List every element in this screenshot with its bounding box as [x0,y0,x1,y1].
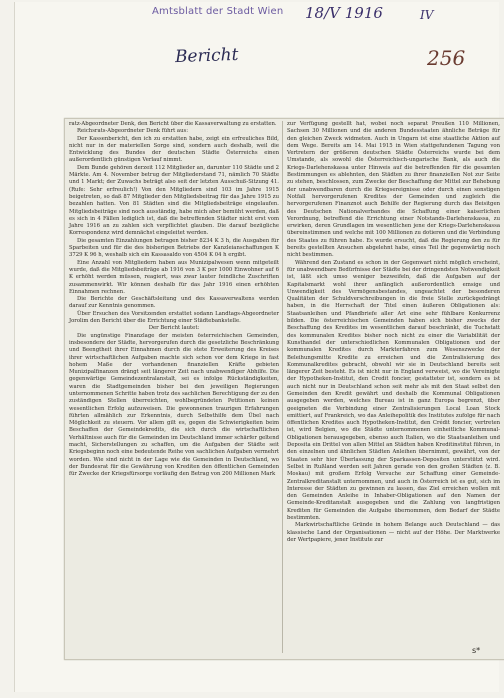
paragraph: Die Berichte der Geschäftsleitung und des Kassaverwaltens werden darauf zur Kenntnis genommen. [69,296,279,310]
paragraph: Reichsrats-Abgeordneter Denk führt aus: [77,128,189,135]
paragraph: Eine Anzahl von Mitgliedern haben aus Munizipalwesen wenn mitgeteilt wurde, daß die Mitgliedsbeiträge ab 1916 von 3 K per 1000 Einwohner auf 6 K erhöht werden müssen, reagiert, was zwar lauter feindliche Zuschriften zusammenwirkt. Wir können deshalb für das Jahr 1916 einen erhöhten Einnahmen rechnen. [69,259,279,295]
paragraph: Dem Bunde gehören derzeit 112 Mitglieder an, darunter 110 Städte und 2 Märkte. Am 4. November betrug der Mitgliederstand 71, nämlich 70 Städte und 1 Markt; der Zuwachs beträgt also seit der letzten Ausschuß-Sitzung 41. (Rufe: Sehr erfreulich!) Von den Mitgliedern sind 103 im Jahre 1915 beigetreten, so daß 87 Mitglieder den Mitgliedsbeitrag für das Jahre 1915 zu bezahlen hatten. Von 81 Städten sind die Mitgliedsbeiträge eingelaufen. Mitgliedsbeiträge sind noch ausständig, habe mich aber bemüht werden, daß es sich in 4 Fällen lediglich ist, daß die betreffenden Städter nicht erst vom Jahre 1916 an zu zahlen sich verpflichtet glauben. Die darauf bezügliche Korrespondenz wird demnächst eingeleitet werden. [69,164,279,237]
column-divider [282,121,283,653]
newspaper-clipping [64,118,504,660]
column-right [287,121,500,544]
paragraph: Die gesamten Einzahlungen betragen bisher 8234 K 3 h, die Ausgaben für Sparbeiten und für die des bisherigen Betriebs der Kanzleianschaffungen K 3729 K 96 h, weshalb sich ein Kassasaldo von 4504 K 04 h ergibt. [69,237,279,259]
folio-number: 256 [427,46,466,70]
handwritten-note: Bericht [174,44,239,68]
column-left [69,121,279,479]
handwritten-numeral: IV [420,8,434,22]
handwritten-date: 18/V 1916 [305,4,383,22]
section-heading: Der Bericht lautet: [148,325,200,332]
newspaper-stamp: Amtsblatt der Stadt Wien [152,6,284,17]
paragraph: Während den Zustand es schon in der Gegenwart nicht möglich erscheint, für unabwendbare Bedürfnisse der Städte bei der dringendsten Notwendigkeit ist, läßt sich umso weniger bezweifeln, daß die Aufgaben auf der Kapitalsmarkt wohl ihrer anfänglich außerordentlich emsige und Unwendigkeit des Vermögensbestandes, ungeachtet der besonderen Qualitäten der Schuldverschreibungen in die freie Stelle zurückgedrängt haben, in die Herrschaft der Titel einen äußeren Obligationen als: Staatsanleihen und Pfandbriefe aller Art eine sehr fühlbare Konkurrenz bilden. Die österreichischen Gemeinden haben sich bisher zwecks der Beschaffung des Kredites im wesentlichen darauf beschränkt, die Tuchstatt des kommunalen Kredites bisher noch nicht zu einer die Variabilität der Kunsthandel der unterschiedlichen Kommunalen Obligationen und der kommunalen Kredites durch Markterfahren zum Wesenszwecke der Beleihungsmitte Kredite zu erreichen und die Zentralisierung des Kommunalkredites gebracht, obwohl wir sie in Deutschland bereits seit längerer Zeit besteht. Es ist nicht nur in England verweist, wo die Vereinigte der Hypotheken-Institut, den Credit foncier, gestatteter ist, sondern es ist auch nicht nur in Deutschland schon seit mehr als mit den Staat selbst den Gemeinden den Kredit gewährt und deshalb die Kommunal Obligationen ausgegeben werden, welches Bureau ist in ganz Europa begrenzt, über geeigneten die Verbindung einer Zentralisierungen Local Loan Stock emittiert, auf Frankreich, wo das Anleihepolitik des Institutes zufolge für nach öffentlichen Kredites auch Hypotheken-Institut, den Crédit foncier, vertreten ist, wird Belgien, wo die Städte unternommenen einheitliche Kommunal-Obligationen herausgegeben, ebenso auch Italien, wo die Staatsanleihen und Deposita ein Drittel von allen Mittel an Städten haben Kreditinstitut führen, in den einzelnen und ähnlichen Städten Anleihen übernimmt, gewährt, von der Staaten sehr hier Überlassung der Sparkassen-Depositen unterstützt wird. Selbst in Rußland werden seit Jahren gerade von den großen Städten (z. B. Moskau) mit großem Erfolg Versuche zur Schaffung einer Gemeinde-Zentralkreditanstalt unternommen, und auch in Österreich ist es gut, sich im Interesse der Städten zu gewinnen zu lassen, das Ziel erreichen wollen mit den Gemeinden Anleihe in Inhaber-Obligationen auf den Namen der Gemeinde-Kreditanstalt ausgegeben und die Zahlung von langfristigen Krediten für Gemeinden die Aufgabe übernommen, dem Bedarf der Städte bestimmten. [287,259,500,522]
paragraph: ratz-Abgeordneter Denk, den Bericht über die Kassaverwaltung zu erstatten. [69,121,277,127]
paragraph: Die ungünstige Finanzlage der meisten österreichischen Gemeinden, insbesondere der Städte, hervorgerufen durch die gesetzliche Beschränkung und Beengtheit ihrer Einnahmen durch die stete Erweiterung des Kreises ihrer wirtschaftlichen Aufgaben machte sich schon vor dem Kriege in fast hohem Maße der vorhandenen finanziellen Kräfte gebieten Munizipalfinanzen drängt seit längerer Zeit nach unabwendiger Abhilfe. Die gegenwärtige Gemeindezentralanstalt, sei es infolge Rückständigkeiten, waren die Stadtgemeinden bisher bei den jeweiligen Regierungen unternommenen Schritte haben trotz des sachlichen Berechtigung der zu den zuständigen Stellen überreichten, wohlbegründeten Petitionen keinen wesentlichen Erfolg aufzuweisen. Die gewonnenen traurigen Erfahrungen führten allmählich zur Erkenntnis, durch Selbsthilfe dem Übel nach Möglichkeit zu steuern. Vor allem gilt es, gegen die Schwierigkeiten beim Beschaffen der Gemeindekredits, die sich durch die wirtschaftlichen Verhältnisse auch für die Gemeinden im Deutschland immer schärfer geltend macht, Sicherstellungen zu schaffen, um die Aufgaben der Städte seit Kriegsbeginn noch eine bedeutende Reihe von sachlichen Aufgaben vermehrt worden. Wie sind nicht in der Lage wie die Gemeinden in Deutschland, wo der Bundesrat für die Gewährung von Krediten den öffentlichen Gemeinden für Zwecke der Kriegsfürsorge vorläufig den Betrag von 200 Millionen Mark [69,332,279,478]
paragraph: Über Ersuchen des Vorsitzenden erstattet sodann Landtags-Abgeordneter Jorolim den Bericht über die Errichtung einer Städtebankstelle. [69,310,279,325]
continuation-mark: s* [472,646,481,655]
paragraph: Der Kassenbericht, den ich zu erstatten habe, zeigt ein erfreuliches Bild, nicht nur in der materiellen Sorge sind, sondern auch deshalb, weil die Entwicklung des Bundes der deutschen Städte Österreichs einen außerordentlich günstigen Verlauf nimmt. [69,135,279,164]
paragraph: Markwirtschaftliche Gründe in hohem Belange auch Deutschland — das klassische Land der Organisationen — nicht auf der Höhe. Der Marktwerke der Wertpapiere, jener Institute zur [287,522,500,543]
paragraph: zur Verfügung gestellt hat, wobei noch separat Preußen 110 Millionen, Sachsen 30 Millionen und die anderen Bundesstaaten ähnliche Beträge für den gleichen Zweck widmeten. Auch in Ungarn ist eine staatliche Aktion auf dem Wege. Bereits am 14. Mai 1915 in Wien stattgefundenen Tagung von Vertretern der größeren deutschen Städte Österreichs wurde bei dem Umstande, als sowohl die Österreichisch-ungarische Bank, als auch die Kriegs-Darlehenskassa unter Hinweis auf die betreffenden für die gesamten Bestimmungen es ablehnten, den Städten zu ihrer finanziellen Not zur Seite zu stehen, beschlossen, zum Zwecke der Beschaffung der Mittel zur Behebung der unabwendbaren durch die Kriegsereignisse oder durch einen sonstigen Notfall hervorgerufenen Kredites der Gemeinden und zugleich die hervorgerufenen Finanznot auch Behilfe der Regierung durch das Beisitgen des Deutschen Nationalverbandes die Schaffung einer kaiserlichen Verordnung, betreffend die Errichtung einer Notstands-Darlehenskassa, zu erwirken, deren Grundlagen im wesentlichen jene der Kriegs-Darlehenskassa übereinstimmen und welche mit 100 Millionen zu dotieren und die Verbindung des Staates zu führen habe. Es wurde ersucht, daß die Regierung den zu für bereits gestellten Ansuchen abgelehnt habe, eines Teil ihr gegenwärtig noch nicht bestimmen. [287,121,500,259]
